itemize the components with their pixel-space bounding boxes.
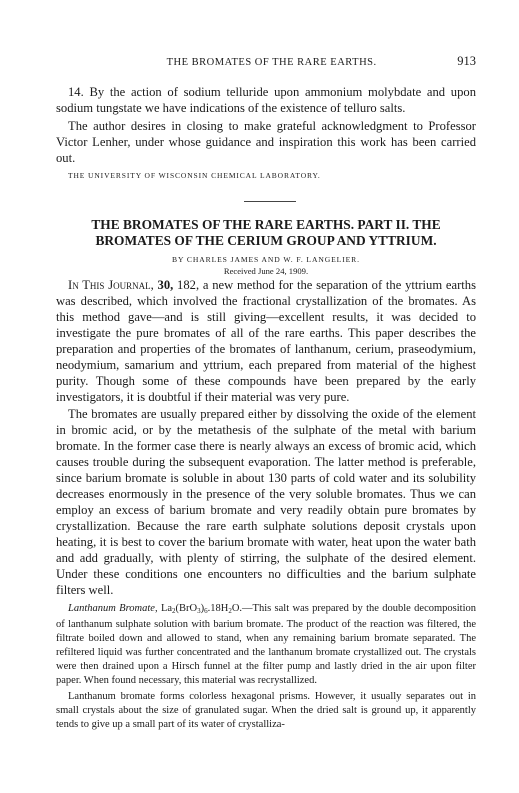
page-number: 913 [457,54,476,68]
intro-paragraph-text: 182, a new method for the separation of the yttrium earths was described, which involved the fractional crystallization of the bromates. As this method gave—and is still giving—excellent results, it was decided to investigate the pure bromates of all of the rare earths. This paper describes the preparation and properties of the bromates of lanthanum, cerium, praseodymium, neodymium, samarium and yttrium, each prepared from material of the highest purity. Though some of these compounds have been prepared by the early investigators, it is doubtful if their material was very pure. [56,278,476,404]
article-divider [244,201,296,202]
running-title: THE BROMATES OF THE RARE EARTHS. [166,57,377,68]
volume-number: 30, [157,278,174,292]
lanthanum-preparation-text: —This salt was prepared by the double decomposition of lanthanum sulphate solution with barium bromate. The product of the reaction was filtered, the filtrate boiled down and allowed to stand, when any remaining barium bromate separated. The refiltered liquid was further concentrated and the lanthanum bromate crystallized out. The crystals were then drained upon a Hirsch funnel at the filter pump and lastly dried in the air upon filter paper. When found necessary, this material was recrystallized. [56,603,476,686]
affiliation-line: THE UNIVERSITY OF WISCONSIN CHEMICAL LABORATORY. [68,171,321,180]
received-date: Received June 24, 1909. [223,266,309,276]
journal-reference: In This Journal, [68,278,154,292]
article-byline: BY CHARLES JAMES AND W. F. LANGELIER. [172,255,360,264]
previous-article-conclusion [56,84,476,180]
methods-paragraph: The bromates are usually prepared either by dissolving the oxide of the element in bromic acid, or by the metathesis of the sulphate of the metal with barium bromate. In the former case there is nearly always an excess of bromic acid, which causes trouble during the subsequent evaporation. The latter method is preferable, since barium bromate is soluble in about 130 parts of cold water and its solubility decreases enormously in the presence of the very soluble bromates. Thus we can employ an excess of barium bromate and very readily obtain pure bromates by crystallization. Because the rare earth sulphate solutions deposit crystals upon heating, it is best to cover the barium bromate with water, heat upon the water bath and add gradually, with plenty of stirring, the sulphate of the desired element. Under these conditions one encounters no difficulties and the barium sulphate filters well. [56,407,476,597]
chemical-formula: $La_2(BrO_3)_6.18H_2O$. [157,603,243,615]
section-heading: Lanthanum Bromate, [68,603,158,614]
article-body [56,277,476,732]
lanthanum-bromate-section [56,602,476,688]
running-head [56,54,476,69]
intro-paragraph [56,277,476,405]
conclusion-item-14: 14. By the action of sodium telluride upon ammonium molybdate and upon sodium tungstate we have indications of the existence of telluro salts. [56,85,476,115]
article-header [56,217,476,276]
lanthanum-properties-paragraph: Lanthanum bromate forms colorless hexagonal prisms. However, it usually separates out in small crystals about the size of granulated sugar. When the dried salt is ground up, it apparently tends to give up a small part of its water of crystalliza- [56,691,476,730]
acknowledgment-paragraph: The author desires in closing to make grateful acknowledgment to Professor Victor Lenher, under whose guidance and inspiration this work has been carried out. [56,119,476,165]
article-title: THE BROMATES OF THE RARE EARTHS. PART II. THE BROMATES OF THE CERIUM GROUP AND YTTRIUM. [91,217,441,248]
